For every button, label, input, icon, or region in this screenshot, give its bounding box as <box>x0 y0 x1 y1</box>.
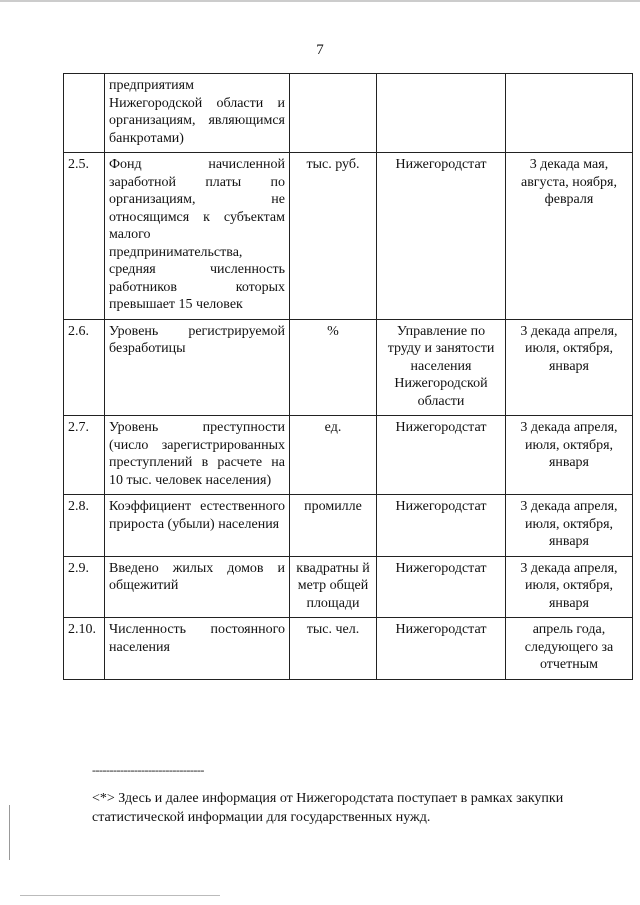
table-row <box>64 556 633 618</box>
deadline-cell: 3 декада апреля, июля, октября, января <box>506 416 633 495</box>
source-cell: Нижегородстат <box>377 618 506 680</box>
indicator-cell: предприятиям Нижегородской области и организациям, являющимся банкротами) <box>105 74 290 153</box>
source-cell: Нижегородстат <box>377 153 506 320</box>
source-cell: Нижегородстат <box>377 556 506 618</box>
table-row <box>64 416 633 495</box>
deadline-cell: 3 декада апреля, июля, октября, января <box>506 556 633 618</box>
row-number: 2.5. <box>64 153 105 320</box>
source-cell: Нижегородстат <box>377 495 506 557</box>
table-row <box>64 74 633 153</box>
scan-margin-mark <box>9 805 10 860</box>
indicator-cell: Численность постоянного населения <box>105 618 290 680</box>
indicator-cell: Коэффициент естественного прироста (убыли) населения <box>105 495 290 557</box>
table-row <box>64 153 633 320</box>
indicators-table <box>63 73 633 680</box>
row-number: 2.9. <box>64 556 105 618</box>
table-row <box>64 618 633 680</box>
page-top-edge <box>0 0 640 2</box>
deadline-cell <box>506 74 633 153</box>
unit-cell: % <box>290 319 377 416</box>
row-number <box>64 74 105 153</box>
deadline-cell: 3 декада апреля, июля, октября, января <box>506 495 633 557</box>
page-number: 7 <box>316 42 324 58</box>
source-cell <box>377 74 506 153</box>
unit-cell: тыс. чел. <box>290 618 377 680</box>
page-bottom-edge <box>20 895 220 896</box>
unit-cell: тыс. руб. <box>290 153 377 320</box>
row-number: 2.10. <box>64 618 105 680</box>
table-row <box>64 495 633 557</box>
source-cell: Нижегородстат <box>377 416 506 495</box>
unit-cell: промилле <box>290 495 377 557</box>
unit-cell: квадратны й метр общей площади <box>290 556 377 618</box>
deadline-cell: 3 декада мая, августа, ноября, февраля <box>506 153 633 320</box>
indicator-cell: Фонд начисленной заработной платы по организациям, не относящимся к субъектам малого предпринимательства, средняя численность работников которых превышает 15 человек <box>105 153 290 320</box>
row-number: 2.7. <box>64 416 105 495</box>
source-cell: Управление по труду и занятости населения Нижегородской области <box>377 319 506 416</box>
footnote-separator: -------------------------------- <box>92 763 204 777</box>
row-number: 2.8. <box>64 495 105 557</box>
indicator-cell: Уровень преступности (число зарегистрированных преступлений в расчете на 10 тыс. человек населения) <box>105 416 290 495</box>
deadline-cell: апрель года, следующего за отчетным <box>506 618 633 680</box>
row-number: 2.6. <box>64 319 105 416</box>
indicator-cell: Уровень регистрируемой безработицы <box>105 319 290 416</box>
deadline-cell: 3 декада апреля, июля, октября, января <box>506 319 633 416</box>
unit-cell: ед. <box>290 416 377 495</box>
unit-cell <box>290 74 377 153</box>
footnote-text: <*> Здесь и далее информация от Нижегородстата поступает в рамках закупки статистической информации для государственных нужд. <box>92 791 564 825</box>
indicator-cell: Введено жилых домов и общежитий <box>105 556 290 618</box>
table-row <box>64 319 633 416</box>
